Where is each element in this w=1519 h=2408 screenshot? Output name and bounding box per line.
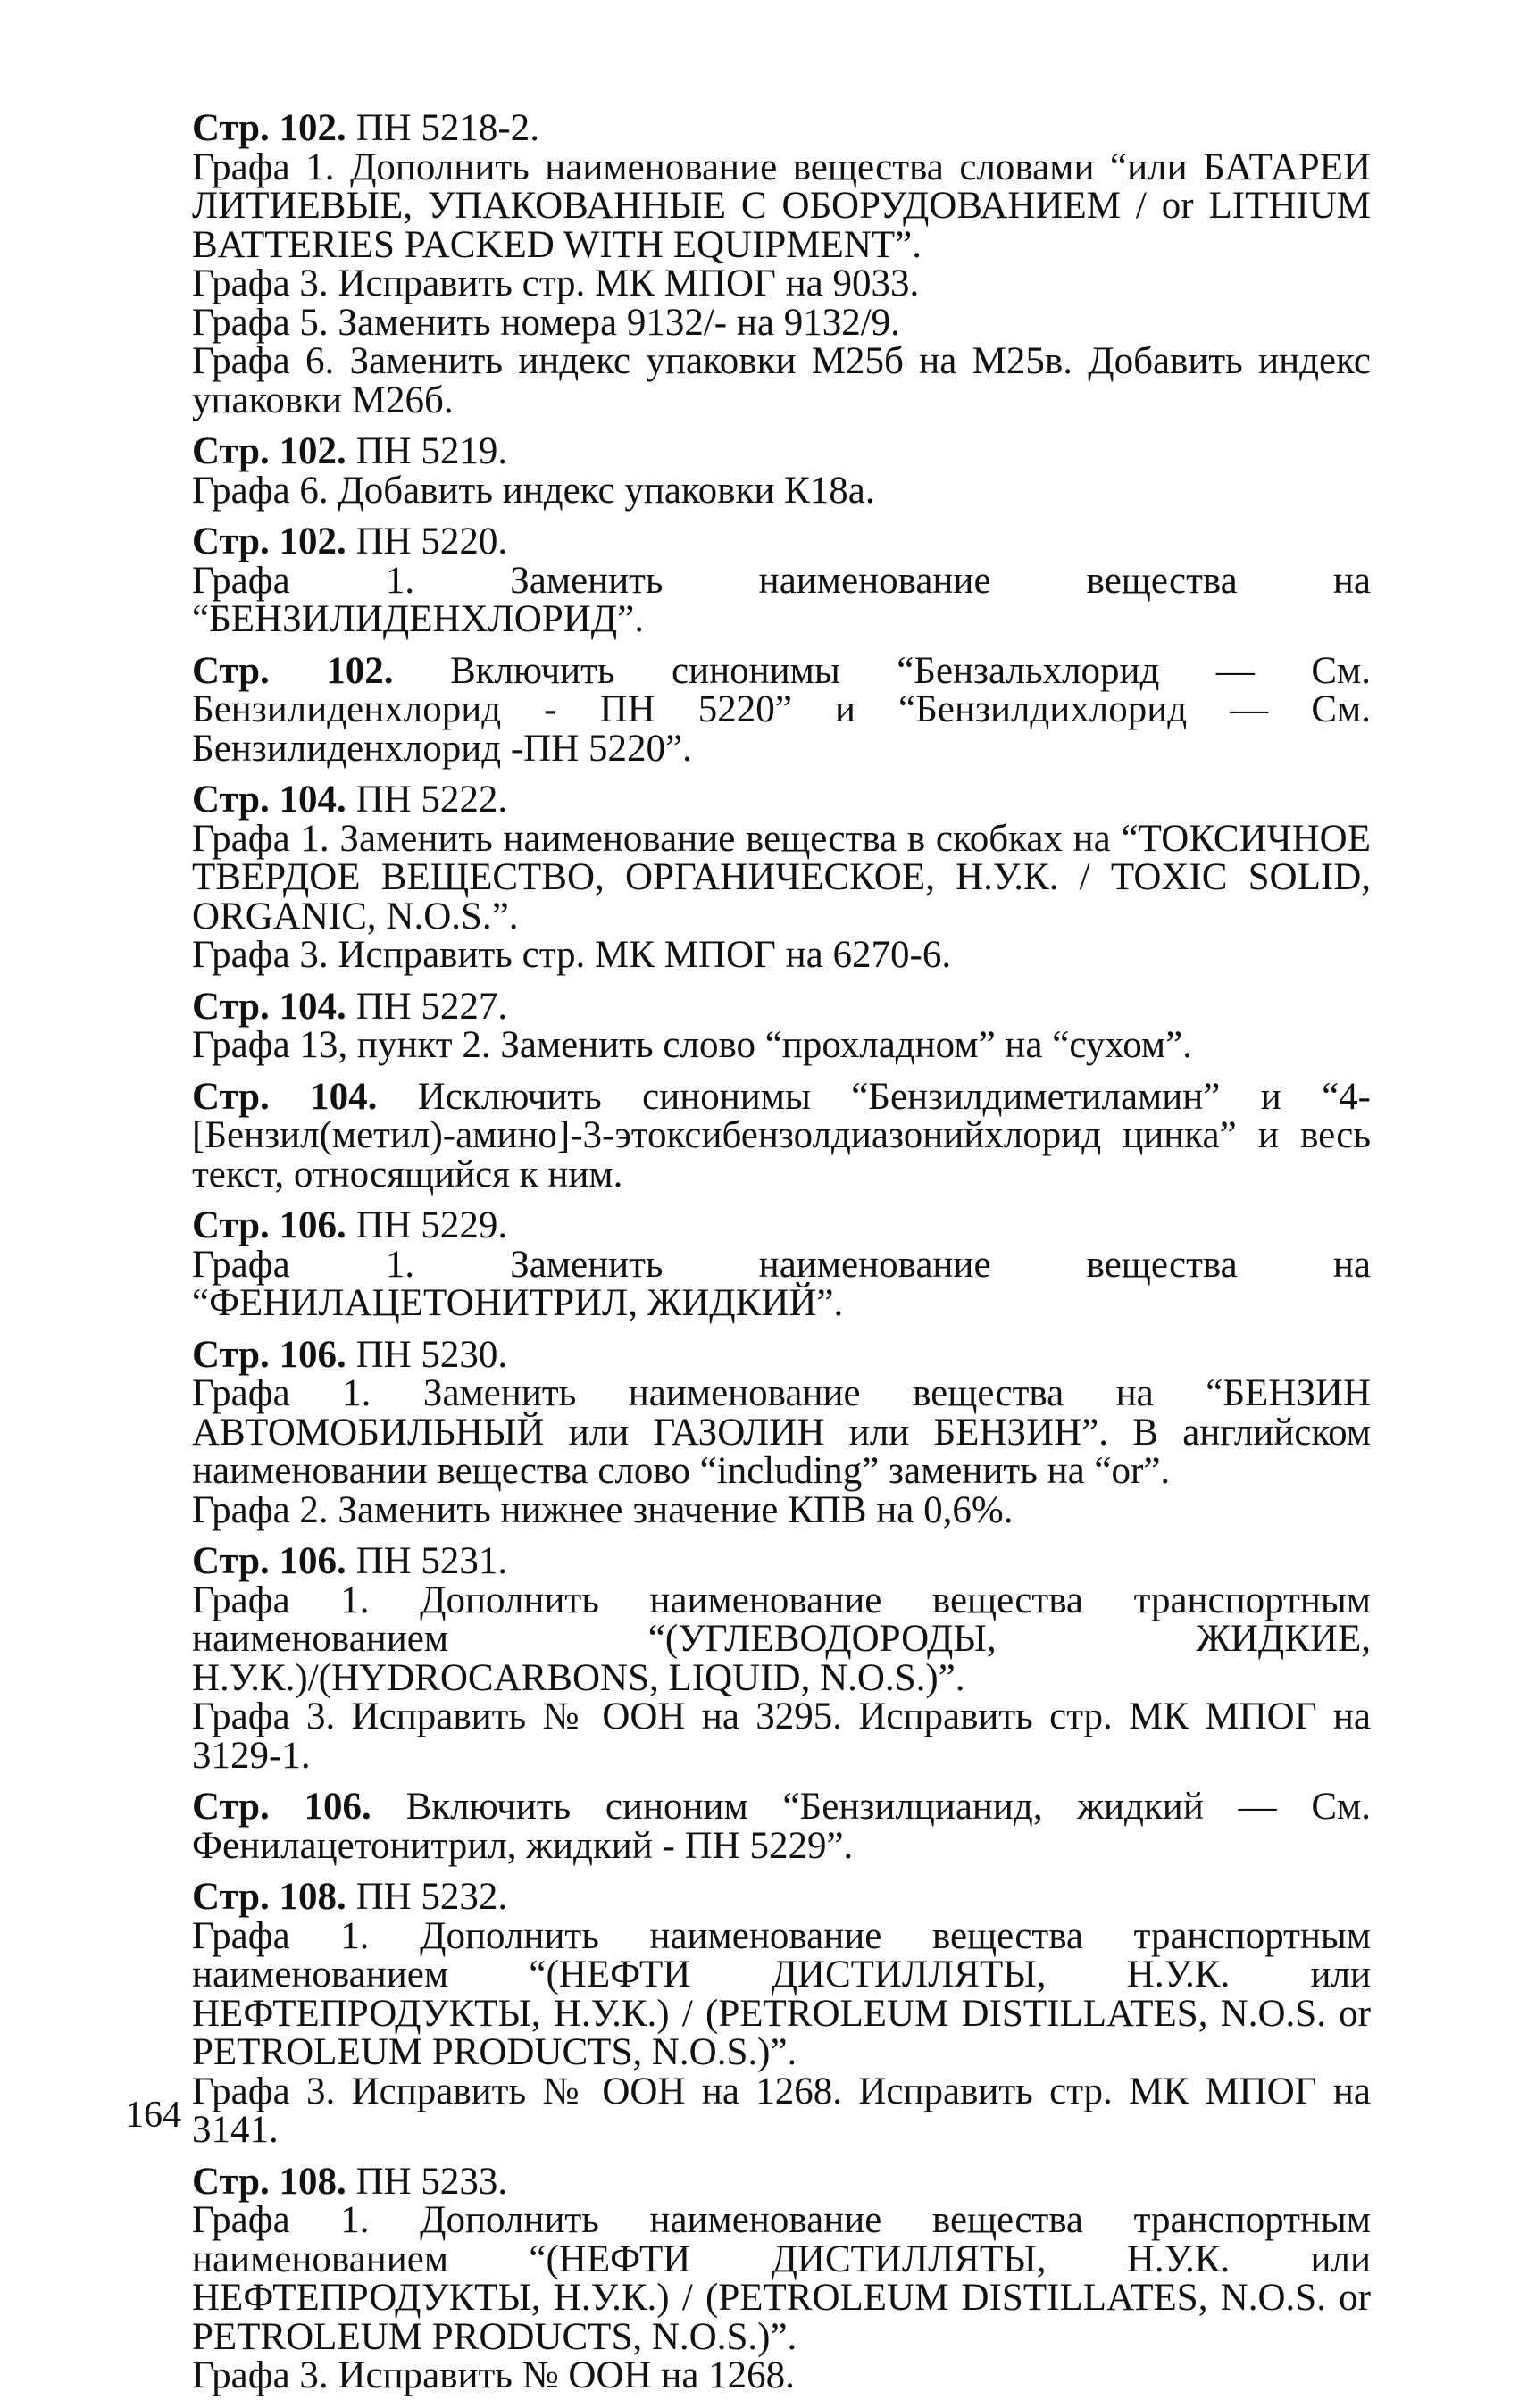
amendment-entry <box>192 1878 1371 2150</box>
amendment-entry <box>192 1206 1371 1323</box>
entry-paragraph: Графа 3. Исправить № ООН на 1268. Исправить стр. МК МПОГ на 3141. <box>192 2070 1371 2151</box>
entry-heading <box>192 2162 1371 2202</box>
entry-paragraph: Графа 2. Заменить нижнее значение КПВ на 0,6%. <box>192 1488 1014 1531</box>
entry-paragraph: Графа 1. Дополнить наименование вещества словами “или БАТАРЕИ ЛИТИЕВЫЕ, УПАКОВАННЫЕ С ОБОРУДОВАНИЕМ / or LITHIUM BATTERIES PACKED WITH EQUIPMENT”. <box>192 146 1371 266</box>
entry-heading <box>192 109 1371 148</box>
amendment-entry <box>192 432 1371 510</box>
amendment-entry <box>192 987 1371 1065</box>
amendment-entry <box>192 1787 1371 1865</box>
entry-heading-text: ПН 5232. <box>346 1876 508 1918</box>
entry-paragraph: Графа 1. Заменить наименование вещества на “БЕНЗИЛИДЕНХЛОРИД”. <box>192 559 1371 640</box>
amendment-entry <box>192 649 1371 770</box>
page-reference: Стр. 102. <box>192 107 346 149</box>
entry-heading <box>192 1542 1371 1581</box>
entry-paragraph: Графа 3. Исправить стр. МК МПОГ на 9033. <box>192 262 920 304</box>
entry-heading <box>192 1878 1371 1917</box>
entry-paragraph: Графа 3. Исправить № ООН на 1268. <box>192 2354 795 2396</box>
page-reference: Стр. 108. <box>192 2160 346 2203</box>
page-reference: Стр. 106. <box>192 1786 371 1828</box>
entry-heading-text: ПН 5229. <box>346 1204 508 1246</box>
entry-heading <box>192 1075 1371 1196</box>
page-reference: Стр. 104. <box>192 985 346 1028</box>
amendment-entry <box>192 522 1371 639</box>
entry-paragraph: Графа 5. Заменить номера 9132/- на 9132/9. <box>192 301 900 344</box>
amendment-entry <box>192 109 1371 420</box>
entry-paragraph: Графа 1. Заменить наименование вещества на “БЕНЗИН АВТОМОБИЛЬНЫЙ или ГАЗОЛИН или БЕНЗИН”. В английском наименовании вещества слово “including” заменить на “or”. <box>192 1372 1371 1492</box>
entry-heading <box>192 780 1371 820</box>
page-reference: Стр. 108. <box>192 1876 346 1918</box>
entry-heading <box>192 987 1371 1027</box>
page-reference: Стр. 106. <box>192 1540 346 1582</box>
entry-heading <box>192 522 1371 562</box>
entry-heading-text: Включить синоним “Бензилцианид, жидкий — См. Фенилацетонитрил, жидкий - ПН 5229”. <box>192 1786 1371 1867</box>
entry-heading-text: Включить синонимы “Бензальхлорид — См. Бензилиденхлорид - ПН 5220” и “Бензилдихлорид — См. Бензилиденхлорид -ПН 5220”. <box>192 649 1371 770</box>
amendment-entry <box>192 1333 1371 1531</box>
entry-heading <box>192 1787 1371 1865</box>
entry-heading-text: ПН 5233. <box>346 2160 508 2203</box>
entry-paragraph: Графа 1. Дополнить наименование вещества транспортным наименованием “(НЕФТИ ДИСТИЛЛЯТЫ, Н.У.К. или НЕФТЕПРОДУКТЫ, Н.У.К.) / (PETROLEUM DISTILLATES, N.O.S. or PETROLEUM PRODUCTS, N.O.S.)”. <box>192 1914 1371 2073</box>
amendment-entry <box>192 780 1371 975</box>
amendment-entry <box>192 1075 1371 1196</box>
entry-heading <box>192 1333 1371 1376</box>
entry-heading-text: ПН 5231. <box>346 1540 508 1582</box>
page-reference: Стр. 102. <box>192 649 394 692</box>
entry-heading-text: ПН 5222. <box>346 779 508 821</box>
entry-heading-text: ПН 5219. <box>346 430 508 472</box>
page-number: 164 <box>125 2095 181 2136</box>
entry-heading-text: ПН 5218-2. <box>346 107 539 149</box>
entry-heading-text: ПН 5220. <box>346 521 508 562</box>
entry-heading <box>192 1206 1371 1246</box>
entry-paragraph: Графа 3. Исправить стр. МК МПОГ на 6270-6. <box>192 934 952 976</box>
amendment-entry <box>192 1542 1371 1775</box>
document-body <box>192 109 1371 2408</box>
page-reference: Стр. 106. <box>192 1204 346 1246</box>
entry-heading-text: Исключить синонимы “Бензилдиметиламин” и “4-[Бензил(метил)-амино]-3-этоксибензолдиазонийхлорид цинка” и весь текст, относящийся к ним. <box>192 1075 1371 1196</box>
page-reference: Стр. 106. <box>192 1333 346 1376</box>
entry-paragraph: Графа 6. Заменить индекс упаковки М25б на М25в. Добавить индекс упаковки М26б. <box>192 340 1371 421</box>
entry-paragraph: Графа 1. Дополнить наименование вещества транспортным наименованием “(УГЛЕВОДОРОДЫ, ЖИДКИЕ, Н.У.К.)/(HYDROCARBONS, LIQUID, N.O.S.)”. <box>192 1579 1371 1699</box>
entry-paragraph: Графа 1. Заменить наименование вещества на “ФЕНИЛАЦЕТОНИТРИЛ, ЖИДКИЙ”. <box>192 1243 1371 1324</box>
page-reference: Стр. 104. <box>192 779 346 821</box>
page-reference: Стр. 104. <box>192 1075 378 1118</box>
entry-heading-text: ПН 5227. <box>346 985 508 1028</box>
entry-paragraph: Графа 6. Добавить индекс упаковки К18а. <box>192 469 875 512</box>
page-reference: Стр. 102. <box>192 430 346 472</box>
entry-heading <box>192 432 1371 471</box>
entry-heading <box>192 649 1371 770</box>
entry-paragraph: Графа 1. Дополнить наименование вещества транспортным наименованием “(НЕФТИ ДИСТИЛЛЯТЫ, Н.У.К. или НЕФТЕПРОДУКТЫ, Н.У.К.) / (PETROLEUM DISTILLATES, N.O.S. or PETROLEUM PRODUCTS, N.O.S.)”. <box>192 2199 1371 2358</box>
entry-paragraph: Графа 3. Исправить № ООН на 3295. Исправить стр. МК МПОГ на 3129-1. <box>192 1696 1371 1777</box>
entry-paragraph: Графа 1. Заменить наименование вещества в скобках на “ТОКСИЧНОЕ ТВЕРДОЕ ВЕЩЕСТВО, ОРГАНИЧЕСКОЕ, Н.У.К. / TOXIC SOLID, ORGANIC, N.O.S.”. <box>192 817 1371 937</box>
entry-heading-text: ПН 5230. <box>346 1333 508 1376</box>
entry-paragraph: Графа 13, пункт 2. Заменить слово “прохладном” на “сухом”. <box>192 1024 1192 1066</box>
amendment-entry <box>192 2162 1371 2396</box>
page-reference: Стр. 102. <box>192 521 346 562</box>
